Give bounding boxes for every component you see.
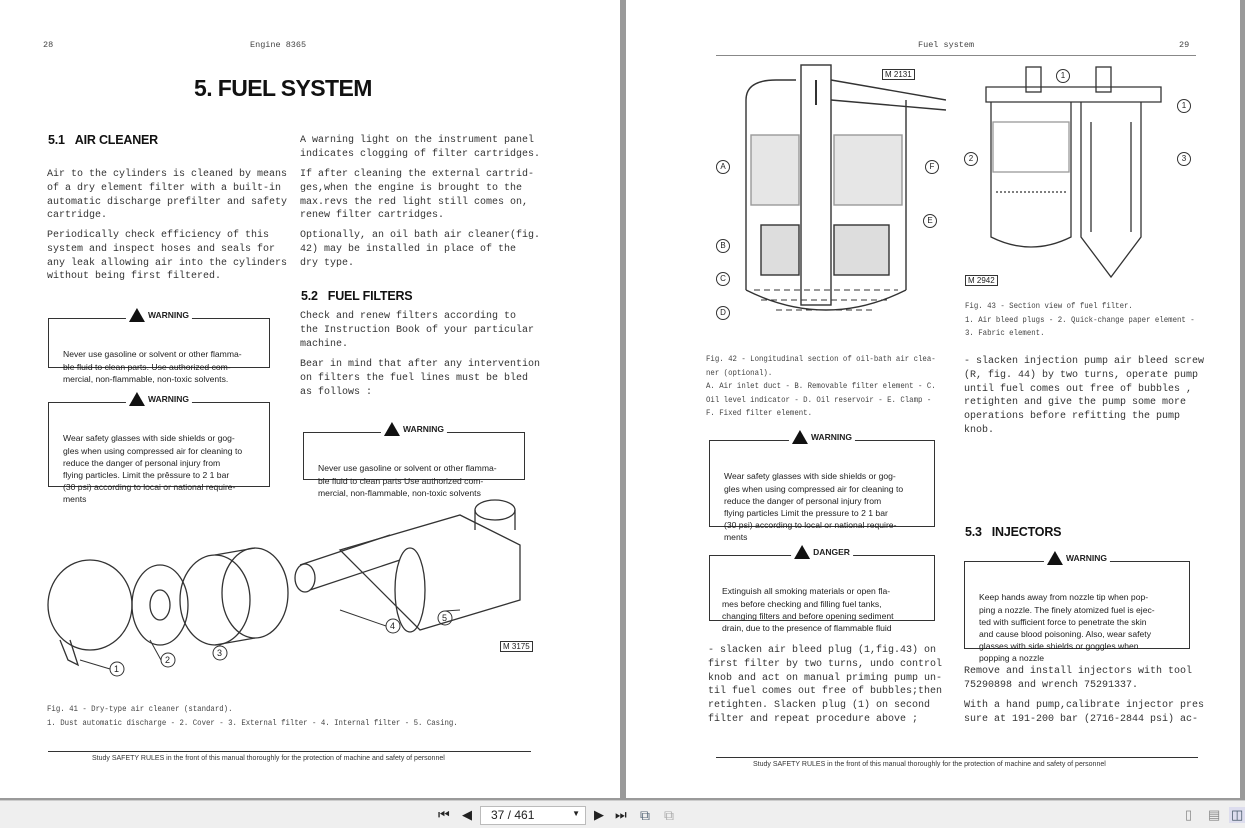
paragraph: With a hand pump,calibrate injector pres sure at 191-200 bar (2716-2844 psi) ac- bbox=[964, 700, 1205, 725]
danger-triangle-icon bbox=[794, 545, 810, 559]
callout-1: 1 bbox=[114, 664, 120, 674]
figure-caption: Fig. 41 - Dry-type air cleaner (standard). 1. Dust automatic discharge - 2. Cover - 3. External filter - 4. Internal filter - 5. Casing. bbox=[47, 705, 458, 728]
footer-text: Study SAFETY RULES in the front of this manual thoroughly for the protection of machine and safety of personnel bbox=[753, 761, 1106, 768]
callout-3: 3 bbox=[1177, 152, 1191, 166]
callout-B: B bbox=[716, 239, 730, 253]
warning-title: WARNING bbox=[810, 431, 853, 442]
callout-3: 3 bbox=[217, 648, 223, 658]
warning-box bbox=[964, 552, 1190, 664]
callout-4: 4 bbox=[390, 621, 396, 631]
paragraph: - slacken air bleed plug (1,fig.43) on first filter by two turns, undo control knob and act on manual priming pump un- til fuel comes out free of bubbles;then retighten. Slacken plug (1) on second filter and repeat procedure above ; bbox=[708, 645, 943, 725]
paragraph: Check and renew filters according to the Instruction Book of your particular machine. bbox=[300, 311, 535, 350]
callout-2: 2 bbox=[165, 655, 171, 665]
warning-text: Keep hands away from nozzle tip when pop- ping a nozzle. The finely atomized fuel is ejec- ted with sufficient force to penetrate the skin and cause blood poisoning. Also, wear safety glasses with side shields or goggles when popping a nozzle bbox=[979, 592, 1155, 664]
running-head: Engine 8365 bbox=[250, 40, 307, 50]
figure-43-fuel-filter-drawing bbox=[981, 62, 1201, 292]
page-indicator: 37 / 461 bbox=[491, 808, 535, 822]
figure-code: M 2942 bbox=[965, 275, 998, 286]
paragraph: Bear in mind that after any intervention on filters the fuel lines must be bled as follows : bbox=[300, 359, 541, 398]
paragraph: - slacken injection pump air bleed screw (R, fig. 44) by two turns, operate pump until fuel comes out free of bubbles , retighten and give the pump some more operations before refitting the pump knob. bbox=[964, 356, 1205, 436]
warning-title: WARNING bbox=[147, 393, 190, 404]
figure-42-oil-bath-cleaner-drawing bbox=[706, 60, 946, 330]
paragraph: A warning light on the instrument panel indicates clogging of filter cartridges. bbox=[300, 135, 541, 160]
warning-box bbox=[48, 393, 270, 505]
section-heading-5-1 bbox=[48, 133, 168, 147]
warning-text: Wear safety glasses with side shields or gog- gles when using compressed air for cleaning to reduce the danger of personal injury from flying particles Limit the pressure to 2 1 bar (30 psi) according to local or national require- ments bbox=[724, 471, 904, 543]
callout-C: C bbox=[716, 272, 730, 286]
callout-E: E bbox=[923, 214, 937, 228]
dropdown-arrow-icon[interactable]: ▼ bbox=[572, 809, 580, 818]
first-page-button[interactable]: ⏮ bbox=[438, 807, 450, 822]
casing-drawing bbox=[340, 500, 520, 632]
figure-code: M 2131 bbox=[882, 69, 915, 80]
callout-5: 5 bbox=[442, 613, 448, 623]
figure-caption: Fig. 43 - Section view of fuel filter. 1. Air bleed plugs - 2. Quick-change paper element - 3. Fabric element. bbox=[965, 302, 1195, 338]
danger-box bbox=[709, 546, 935, 634]
continuous-view-icon[interactable]: ▤ bbox=[1208, 807, 1221, 822]
warning-box bbox=[709, 431, 935, 543]
warning-text: Never use gasoline or solvent or other flamma- ble fluid to clean parts. Use authorized com- mercial, non-flammable, non-toxic solvents. bbox=[63, 349, 242, 384]
section-heading-5-3 bbox=[965, 525, 1071, 539]
paragraph: Optionally, an oil bath air cleaner(fig. 42) may be installed in place of the dry type. bbox=[300, 230, 541, 269]
warning-title: WARNING bbox=[1065, 552, 1108, 563]
danger-text: Extinguish all smoking materials or open fla- mes before checking and filling fuel tanks, changing filters and before opening sediment drain, due to the presence of flammable fluid bbox=[722, 586, 894, 634]
page-number: 28 bbox=[43, 40, 54, 50]
page-number-input[interactable] bbox=[480, 806, 586, 825]
paragraph: If after cleaning the external cartrid- ges,when the engine is brought to the max.revs the red light still comes on, renew filter cartridges. bbox=[300, 169, 535, 222]
fit-width-icon[interactable]: ⧉ bbox=[664, 807, 674, 823]
previous-page-button[interactable]: ◀ bbox=[462, 807, 472, 822]
two-page-view-icon[interactable]: ◫ bbox=[1231, 807, 1244, 822]
figure-caption: Fig. 42 - Longitudinal section of oil-bath air clea- ner (optional). A. Air inlet duct - B. Removable filter element - C. Oil level indicator - D. Oil reservoir - E. Clamp - F. Fixed filter element. bbox=[706, 355, 936, 418]
warning-triangle-icon bbox=[792, 430, 808, 444]
warning-box bbox=[48, 309, 270, 384]
dust-discharge-drawing bbox=[48, 560, 132, 665]
paragraph: Air to the cylinders is cleaned by means of a dry element filter with a built-in automatic discharge prefilter and safety cartridge. bbox=[47, 169, 288, 222]
callout-F: F bbox=[925, 160, 939, 174]
running-head: Fuel system bbox=[918, 40, 975, 50]
section-heading-5-2 bbox=[301, 289, 422, 303]
warning-box bbox=[303, 423, 525, 498]
paragraph: Periodically check efficiency of this system and inspect hoses and seals for any leak allowing air into the cylinders without being first filtered. bbox=[47, 230, 288, 283]
right-page bbox=[626, 0, 1240, 798]
footer-text: Study SAFETY RULES in the front of this manual thoroughly for the protection of machine and safety of personnel bbox=[92, 755, 445, 762]
warning-triangle-icon bbox=[129, 308, 145, 322]
callout-1b: 1 bbox=[1177, 99, 1191, 113]
section-title: INJECTORS bbox=[991, 525, 1062, 539]
left-page bbox=[0, 0, 620, 798]
warning-triangle-icon bbox=[129, 392, 145, 406]
section-number: 5.3 bbox=[965, 525, 982, 539]
figure-41-air-cleaner-drawing bbox=[40, 490, 540, 690]
paragraph: Remove and install injectors with tool 75290898 and wrench 75291337. bbox=[964, 666, 1193, 691]
callout-2: 2 bbox=[964, 152, 978, 166]
external-filter-drawing bbox=[180, 548, 288, 645]
warning-triangle-icon bbox=[384, 422, 400, 436]
section-title: FUEL FILTERS bbox=[327, 289, 413, 303]
warning-title: WARNING bbox=[402, 423, 445, 434]
callout-A: A bbox=[716, 160, 730, 174]
page-number: 29 bbox=[1179, 40, 1190, 50]
internal-filter-drawing bbox=[295, 535, 400, 592]
pdf-viewer-toolbar bbox=[0, 800, 1245, 828]
callout-1: 1 bbox=[1056, 69, 1070, 83]
last-page-button[interactable]: ⏭ bbox=[615, 807, 627, 822]
warning-text: Wear safety glasses with side shields or gog- gles when using compressed air for cleaning to reduce the danger of personal injury from flying particles. Limit the prêssure to 2 1 bar (30 psi) according to locai or national require- ments bbox=[63, 433, 243, 505]
warning-triangle-icon bbox=[1047, 551, 1063, 565]
danger-title: DANGER bbox=[813, 546, 850, 557]
warning-title: WARNING bbox=[147, 309, 190, 320]
callouts bbox=[80, 610, 460, 676]
section-number: 5.1 bbox=[48, 133, 65, 147]
fit-page-icon[interactable]: ⧉ bbox=[640, 807, 650, 823]
next-page-button[interactable]: ▶ bbox=[594, 807, 604, 822]
section-title: AIR CLEANER bbox=[74, 133, 158, 147]
warning-text: Never use gasoline or solvent or other flamma- ble fluid to clean parts Use authorized com- mercial, non-flammable, non-toxic solvents bbox=[318, 463, 497, 498]
single-page-view-icon[interactable]: ▯ bbox=[1185, 807, 1193, 822]
section-number: 5.2 bbox=[301, 289, 318, 303]
figure-code: M 3175 bbox=[500, 641, 533, 652]
callout-D: D bbox=[716, 306, 730, 320]
chapter-title: 5. FUEL SYSTEM bbox=[194, 75, 372, 101]
